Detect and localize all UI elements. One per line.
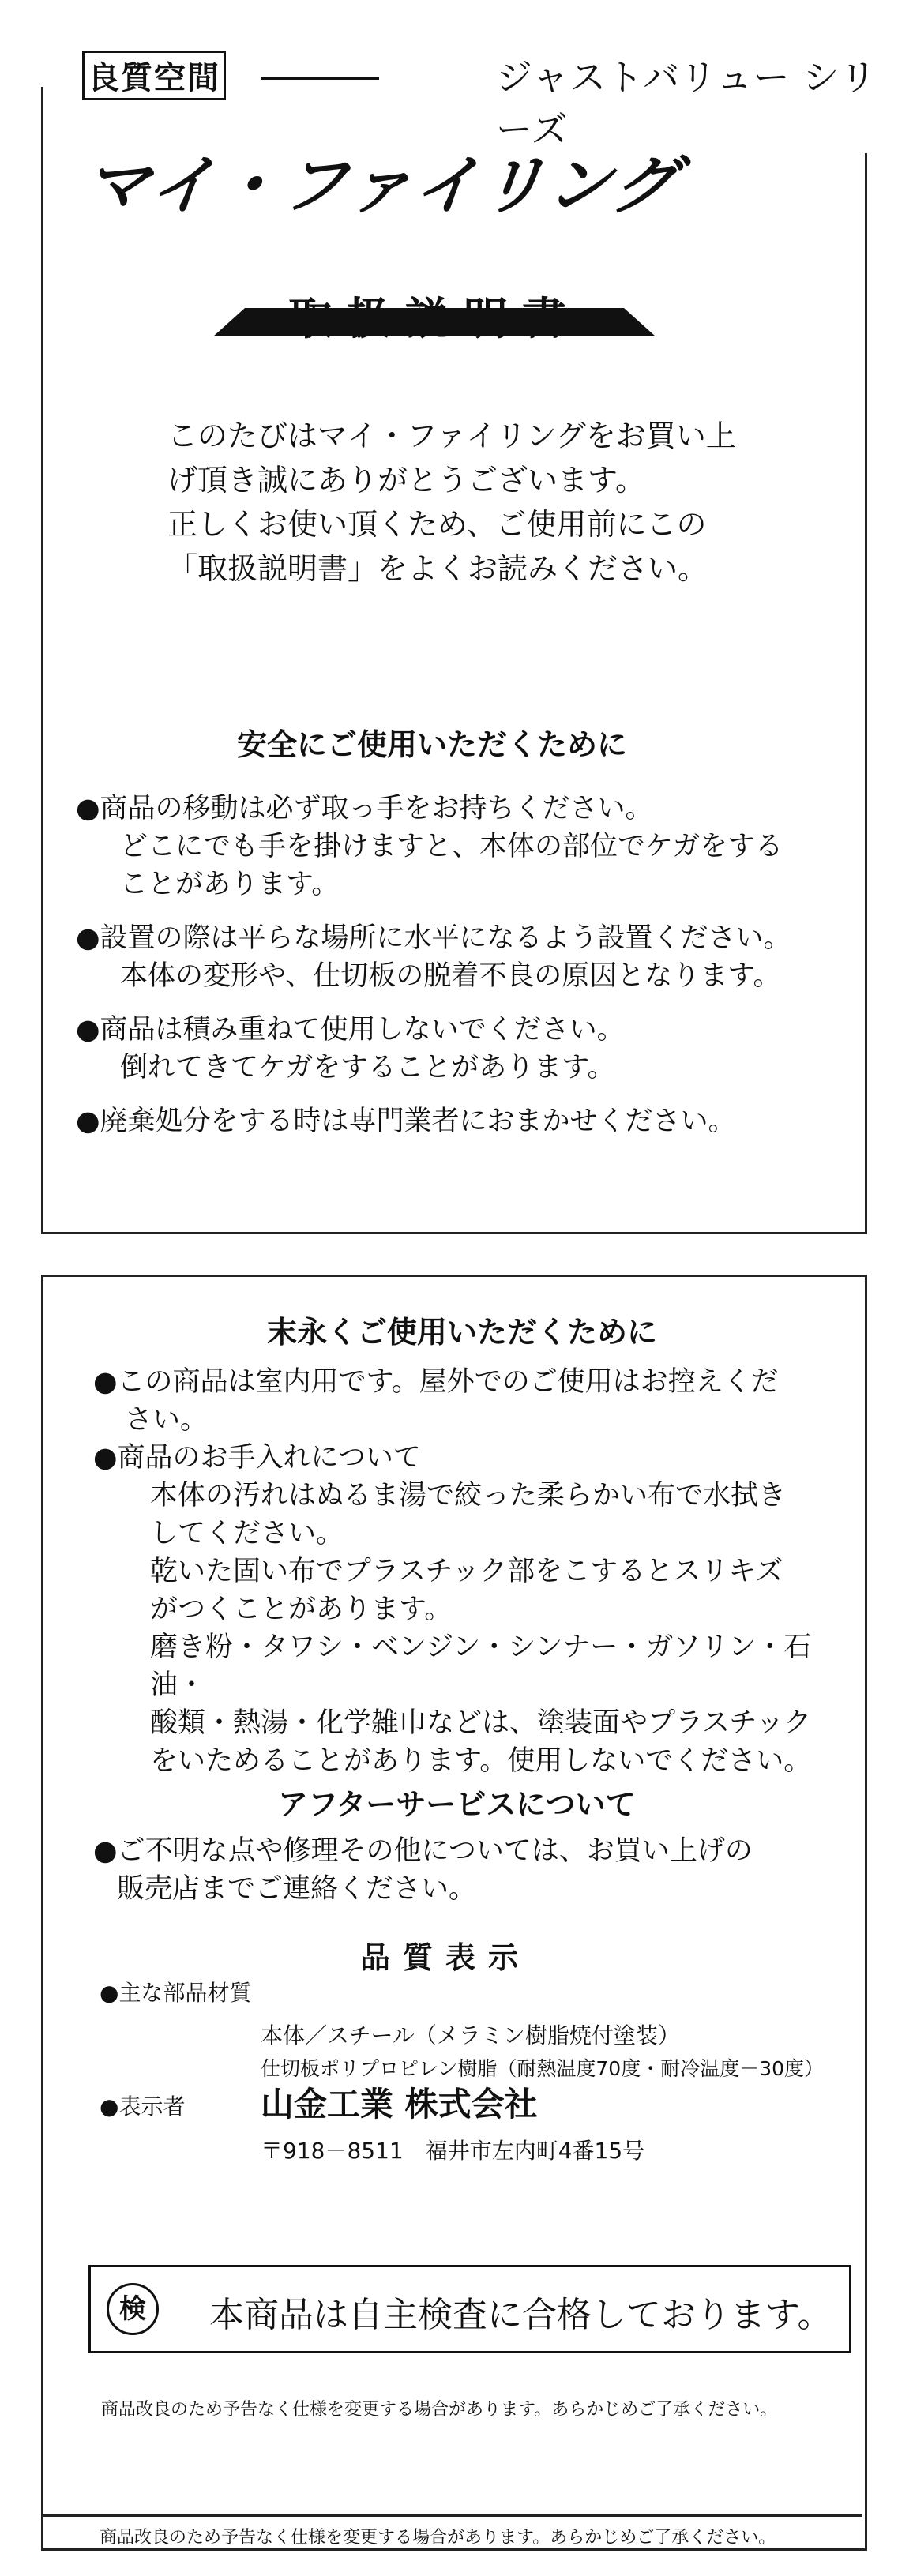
safety-item-lead: ● 商品の移動は必ず取っ手をお持ちください。 [76,790,850,828]
service-line: 販売店までご連絡ください。 [117,1873,477,1905]
safety-item-lead: ● 廃棄処分をする時は専門業者におまかせください。 [76,1102,850,1140]
product-name: マイ・ファイリング [81,148,682,223]
safety-item-line: 本体の変形や、仕切板の脱着不良の原因となります。 [120,960,781,992]
quality-heading: 品質表示 [360,1940,532,1975]
material-line: 仕切板ポリプロピレン樹脂（耐熱温度70度・耐冷温度－30度） [261,2057,825,2080]
brand-text: 良質空間 [82,51,226,100]
footer-notice: 商品改良のため予告なく仕様を変更する場合があります。あらかじめご了承ください。 [100,2528,776,2548]
longuse-list [93,1363,851,1780]
intro-line: 「取扱説明書」をよくお読みください。 [167,551,708,586]
change-notice: 商品改良のため予告なく仕様を変更する場合があります。あらかじめご了承ください。 [101,2400,778,2420]
safety-item-line: どこにでも手を掛けますと、本体の部位でケガをする [120,831,783,862]
intro-line: このたびはマイ・ファイリングをお買い上 [167,419,736,453]
footer-rule [41,2514,862,2517]
series-name: ジャストバリュー シリーズ [490,49,913,153]
safety-item [76,790,850,903]
brand-logo [82,51,232,100]
safety-item [76,1102,850,1140]
safety-item-lead: ● 商品は積み重ねて使用しないでください。 [76,1011,850,1049]
care-line: 本体の汚れはぬるま湯で絞った柔らかい布で水拭き [150,1480,787,1511]
longuse-item-line: さい。 [125,1404,209,1436]
intro-line: げ頂き誠にありがとうございます。 [167,463,645,498]
service-text [93,1832,851,1908]
longuse-heading: 末永くご使用いただくために [267,1315,658,1350]
care-item-lead: ● 商品のお手入れについて [93,1439,851,1477]
care-line: してください。 [150,1518,344,1549]
maker-address: 〒918－8511 福井市左内町4番15号 [261,2138,645,2164]
safety-item-lead: ● 設置の際は平らな場所に水平になるよう設置ください。 [76,919,850,957]
material-line: 本体／スチール（メラミン樹脂焼付塗装） [261,2022,680,2048]
safety-item-line: 倒れてきてケガをすることがあります。 [120,1052,615,1083]
care-line: がつくことがあります。 [150,1594,453,1625]
manual-title [213,284,656,347]
maker-label: ● 表示者 [100,2090,185,2121]
care-line: 磨き粉・タワシ・ベンジン・シンナー・ガソリン・石油・ [150,1632,812,1701]
safety-list [76,790,850,1140]
manual-title-text: 取扱説明書 [288,294,580,345]
safety-item [76,1011,850,1087]
maker-name: 山金工業 株式会社 [261,2085,538,2124]
inspection-box [88,2265,851,2353]
safety-item [76,919,850,995]
intro-line: 正しくお使い頂くため、ご使用前にこの [167,507,707,542]
inspection-text: 本商品は自主検査に合格しております。 [209,2295,832,2335]
brand-divider [261,77,379,80]
inspection-mark-icon: 検 [107,2283,159,2335]
care-line: 酸類・熱湯・化学雑巾などは、塗装面やプラスチック [150,1707,812,1739]
service-heading: アフターサービスについて [278,1787,636,1822]
care-line: 乾いた固い布でプラスチック部をこするとスリキズ [150,1556,783,1587]
materials-label: ● 主な部品材質 [100,1976,251,2007]
service-line: ● ご不明な点や修理その他については、お買い上げの [93,1832,851,1870]
safety-item-line: ことがあります。 [120,869,340,900]
care-line: をいためることがあります。使用しないでください。 [150,1745,812,1777]
longuse-item-lead: ● この商品は室内用です。屋外でのご使用はお控えくだ [93,1363,851,1401]
intro-text [167,414,736,591]
safety-heading: 安全にご使用いただくために [237,727,628,762]
